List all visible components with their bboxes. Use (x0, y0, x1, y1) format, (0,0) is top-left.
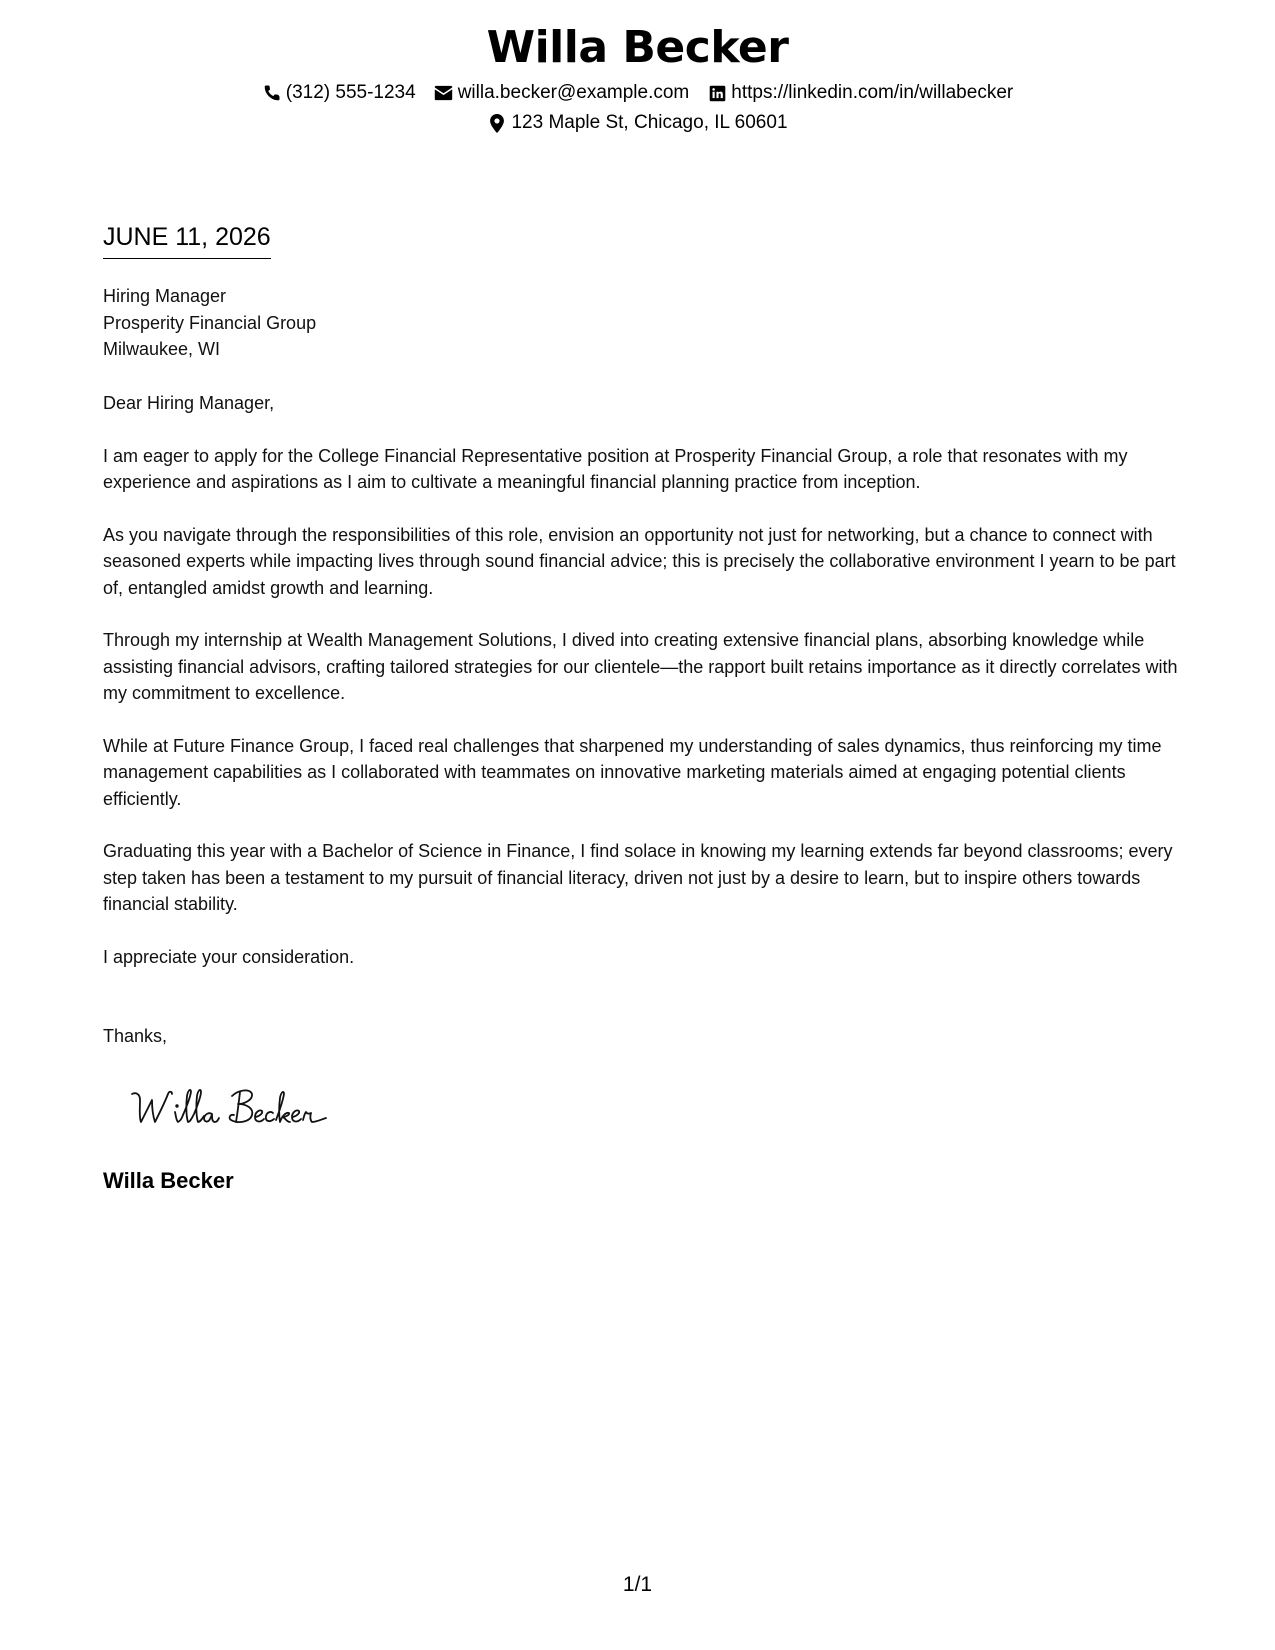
recipient-block (103, 283, 316, 363)
body-paragraph: As you navigate through the responsibilities of this role, envision an opportunity not just for networking, but a chance to connect with seasoned experts while impacting lives through sound financial advice; this is precisely the collaborative environment I yearn to be part of, entangled amidst growth and learning. (103, 524, 1176, 598)
recipient-title: Hiring Manager (103, 286, 227, 306)
contact-address (487, 108, 787, 138)
body-paragraph: Graduating this year with a Bachelor of Science in Finance, I find solace in knowing my learning extends far beyond classrooms; every step taken has been a testament to my pursuit of financial literacy, driven not just by a desire to learn, but to inspire others towards financial stability. (103, 841, 1173, 914)
recipient-company: Prosperity Financial Group (103, 312, 317, 333)
letter-date-block (103, 220, 271, 259)
email-link[interactable]: willa.becker@example.com (457, 82, 690, 103)
envelope-icon (434, 83, 454, 103)
handwritten-signature (128, 1082, 338, 1132)
body-paragraph: Through my internship at Wealth Management Solutions, I dived into creating extensive financial plans, absorbing knowledge while assisting financial advisors, crafting tailored strategies for our clientele—the rapport built retains importance as it directly correlates with my commitment to excellence. (103, 630, 1178, 703)
letter-header (0, 18, 1275, 138)
signer-name: Willa Becker (103, 1168, 234, 1193)
linkedin-icon (707, 83, 727, 103)
salutation: Dear Hiring Manager, (103, 393, 275, 413)
body-paragraph: I appreciate your consideration. (103, 946, 355, 967)
closing: Thanks, (103, 1026, 168, 1046)
page-number: 1/1 (622, 1573, 653, 1596)
body-paragraph: While at Future Finance Group, I faced real challenges that sharpened my understanding of sales dynamics, thus reinforcing my time management capabilities as I collaborated with teammates on innovative marketing materials aimed at engaging potential clients efficiently. (103, 735, 1162, 809)
contact-linkedin[interactable] (707, 78, 1013, 108)
contact-row-primary (0, 78, 1275, 108)
linkedin-link[interactable]: https://linkedin.com/in/willabecker (731, 82, 1014, 103)
letter-body (103, 390, 1178, 996)
phone-text: (312) 555-1234 (285, 82, 416, 103)
contact-phone (262, 78, 416, 108)
recipient-location: Milwaukee, WI (103, 339, 221, 359)
address-text: 123 Maple St, Chicago, IL 60601 (511, 112, 788, 133)
contact-email[interactable] (434, 78, 690, 108)
map-marker-icon (487, 113, 507, 133)
sender-name: Willa Becker (486, 22, 789, 73)
phone-icon (262, 83, 282, 103)
contact-row-address (0, 108, 1275, 138)
body-paragraph: I am eager to apply for the College Financial Representative position at Prosperity Financial Group, a role that resonates with my experience and aspirations as I aim to cultivate a meaningful financial planning practice from inception. (103, 445, 1128, 492)
letter-date: JUNE 11, 2026 (103, 220, 271, 259)
